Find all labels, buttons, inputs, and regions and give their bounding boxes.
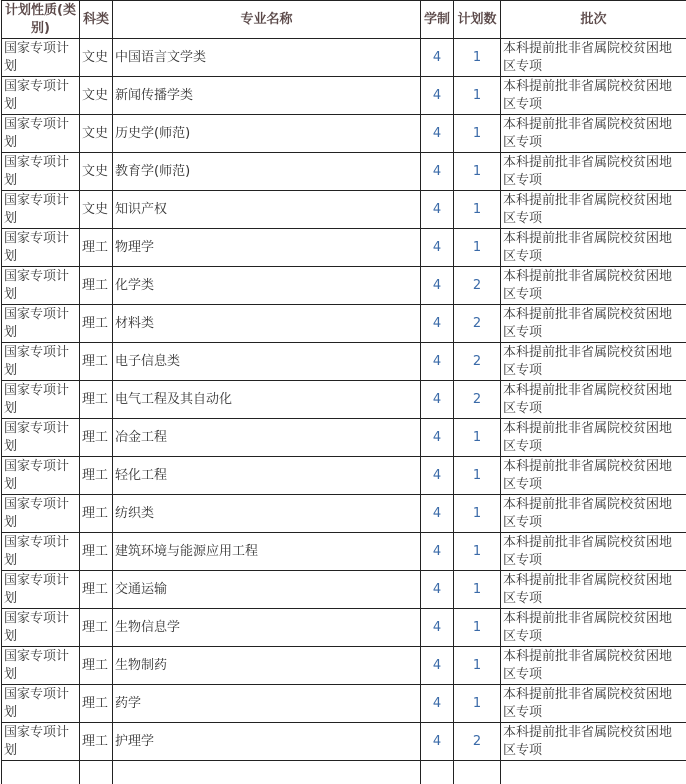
cell-batch: 本科提前批非省属院校贫困地区专项 [501, 571, 686, 609]
cell-category: 理工 [80, 571, 113, 609]
cell-plan: 1 [454, 685, 501, 723]
cell-category: 文史 [80, 115, 113, 153]
table-row [2, 229, 686, 267]
table-row [2, 495, 686, 533]
cell-category: 理工 [80, 381, 113, 419]
cell-major: 电子信息类 [113, 343, 421, 381]
cell-category: 理工 [80, 343, 113, 381]
cell-plan: 1 [454, 115, 501, 153]
cell-major: 生物信息学 [113, 609, 421, 647]
cell-plan: 1 [454, 39, 501, 77]
enrollment-plan-table [1, 0, 686, 784]
cell-plan: 1 [454, 419, 501, 457]
cell-plan: 2 [454, 305, 501, 343]
cell-category: 理工 [80, 609, 113, 647]
cell-type: 国家专项计划 [2, 647, 80, 685]
cell-plan: 1 [454, 153, 501, 191]
cell-major: 知识产权 [113, 191, 421, 229]
cell-type: 国家专项计划 [2, 115, 80, 153]
cell-plan: 1 [454, 495, 501, 533]
cell-empty [2, 761, 80, 784]
cell-years: 4 [421, 723, 454, 761]
header-years: 学制 [421, 1, 454, 39]
table-row [2, 39, 686, 77]
cell-plan: 1 [454, 191, 501, 229]
table-row [2, 609, 686, 647]
cell-major: 新闻传播学类 [113, 77, 421, 115]
table-row [2, 685, 686, 723]
cell-years: 4 [421, 381, 454, 419]
header-category: 科类 [80, 1, 113, 39]
header-type: 计划性质(类别) [2, 1, 80, 39]
cell-plan: 1 [454, 571, 501, 609]
table-row [2, 723, 686, 761]
cell-years: 4 [421, 533, 454, 571]
cell-years: 4 [421, 153, 454, 191]
table-row [2, 571, 686, 609]
cell-major: 生物制药 [113, 647, 421, 685]
cell-batch: 本科提前批非省属院校贫困地区专项 [501, 77, 686, 115]
cell-type: 国家专项计划 [2, 571, 80, 609]
cell-major: 材料类 [113, 305, 421, 343]
cell-category: 理工 [80, 685, 113, 723]
cell-batch: 本科提前批非省属院校贫困地区专项 [501, 191, 686, 229]
cell-major: 物理学 [113, 229, 421, 267]
cell-plan: 2 [454, 343, 501, 381]
cell-category: 理工 [80, 419, 113, 457]
cell-years: 4 [421, 191, 454, 229]
cell-category: 理工 [80, 305, 113, 343]
cell-major: 化学类 [113, 267, 421, 305]
cell-empty [113, 761, 421, 784]
cell-category: 文史 [80, 39, 113, 77]
cell-years: 4 [421, 457, 454, 495]
cell-years: 4 [421, 229, 454, 267]
cell-years: 4 [421, 305, 454, 343]
cell-years: 4 [421, 115, 454, 153]
cell-years: 4 [421, 609, 454, 647]
table-row [2, 191, 686, 229]
cell-batch: 本科提前批非省属院校贫困地区专项 [501, 305, 686, 343]
table-row [2, 267, 686, 305]
cell-type: 国家专项计划 [2, 191, 80, 229]
cell-category: 理工 [80, 457, 113, 495]
cell-major: 中国语言文学类 [113, 39, 421, 77]
cell-major: 护理学 [113, 723, 421, 761]
cell-major: 建筑环境与能源应用工程 [113, 533, 421, 571]
cell-batch: 本科提前批非省属院校贫困地区专项 [501, 647, 686, 685]
header-batch: 批次 [501, 1, 686, 39]
header-major: 专业名称 [113, 1, 421, 39]
cell-type: 国家专项计划 [2, 457, 80, 495]
cell-plan: 1 [454, 609, 501, 647]
table-row [2, 419, 686, 457]
cell-plan: 2 [454, 381, 501, 419]
cell-years: 4 [421, 267, 454, 305]
cell-years: 4 [421, 685, 454, 723]
cell-type: 国家专项计划 [2, 229, 80, 267]
cell-type: 国家专项计划 [2, 305, 80, 343]
cell-batch: 本科提前批非省属院校贫困地区专项 [501, 229, 686, 267]
table-row [2, 115, 686, 153]
cell-batch: 本科提前批非省属院校贫困地区专项 [501, 39, 686, 77]
table-row [2, 533, 686, 571]
cell-empty [501, 761, 686, 784]
cell-type: 国家专项计划 [2, 419, 80, 457]
cell-category: 理工 [80, 229, 113, 267]
cell-batch: 本科提前批非省属院校贫困地区专项 [501, 533, 686, 571]
cell-category: 理工 [80, 533, 113, 571]
cell-batch: 本科提前批非省属院校贫困地区专项 [501, 685, 686, 723]
cell-plan: 1 [454, 229, 501, 267]
cell-plan: 2 [454, 723, 501, 761]
cell-type: 国家专项计划 [2, 343, 80, 381]
cell-major: 历史学(师范) [113, 115, 421, 153]
cell-years: 4 [421, 571, 454, 609]
cell-plan: 1 [454, 533, 501, 571]
cell-batch: 本科提前批非省属院校贫困地区专项 [501, 381, 686, 419]
cell-category: 理工 [80, 495, 113, 533]
table-row [2, 343, 686, 381]
cell-type: 国家专项计划 [2, 77, 80, 115]
cell-empty [80, 761, 113, 784]
cell-major: 电气工程及其自动化 [113, 381, 421, 419]
cell-empty [454, 761, 501, 784]
cell-empty [421, 761, 454, 784]
cell-batch: 本科提前批非省属院校贫困地区专项 [501, 343, 686, 381]
cell-type: 国家专项计划 [2, 39, 80, 77]
cell-type: 国家专项计划 [2, 533, 80, 571]
cell-years: 4 [421, 39, 454, 77]
cell-major: 药学 [113, 685, 421, 723]
cell-major: 冶金工程 [113, 419, 421, 457]
table-row [2, 761, 686, 784]
cell-years: 4 [421, 647, 454, 685]
header-row [2, 1, 686, 39]
cell-plan: 2 [454, 267, 501, 305]
cell-years: 4 [421, 343, 454, 381]
cell-batch: 本科提前批非省属院校贫困地区专项 [501, 115, 686, 153]
table-row [2, 153, 686, 191]
cell-batch: 本科提前批非省属院校贫困地区专项 [501, 457, 686, 495]
cell-type: 国家专项计划 [2, 381, 80, 419]
cell-category: 文史 [80, 77, 113, 115]
cell-type: 国家专项计划 [2, 685, 80, 723]
cell-years: 4 [421, 495, 454, 533]
cell-category: 理工 [80, 267, 113, 305]
table-row [2, 305, 686, 343]
table-row [2, 381, 686, 419]
cell-batch: 本科提前批非省属院校贫困地区专项 [501, 153, 686, 191]
cell-category: 理工 [80, 647, 113, 685]
cell-years: 4 [421, 77, 454, 115]
cell-batch: 本科提前批非省属院校贫困地区专项 [501, 609, 686, 647]
cell-category: 理工 [80, 723, 113, 761]
cell-batch: 本科提前批非省属院校贫困地区专项 [501, 495, 686, 533]
cell-batch: 本科提前批非省属院校贫困地区专项 [501, 267, 686, 305]
header-plan: 计划数 [454, 1, 501, 39]
cell-batch: 本科提前批非省属院校贫困地区专项 [501, 419, 686, 457]
table-row [2, 457, 686, 495]
cell-batch: 本科提前批非省属院校贫困地区专项 [501, 723, 686, 761]
cell-type: 国家专项计划 [2, 609, 80, 647]
cell-category: 文史 [80, 153, 113, 191]
cell-type: 国家专项计划 [2, 723, 80, 761]
cell-plan: 1 [454, 457, 501, 495]
cell-major: 教育学(师范) [113, 153, 421, 191]
cell-plan: 1 [454, 77, 501, 115]
cell-major: 纺织类 [113, 495, 421, 533]
cell-category: 文史 [80, 191, 113, 229]
cell-major: 交通运输 [113, 571, 421, 609]
table-row [2, 647, 686, 685]
cell-years: 4 [421, 419, 454, 457]
cell-type: 国家专项计划 [2, 495, 80, 533]
cell-plan: 1 [454, 647, 501, 685]
cell-type: 国家专项计划 [2, 267, 80, 305]
table-row [2, 77, 686, 115]
cell-major: 轻化工程 [113, 457, 421, 495]
cell-type: 国家专项计划 [2, 153, 80, 191]
